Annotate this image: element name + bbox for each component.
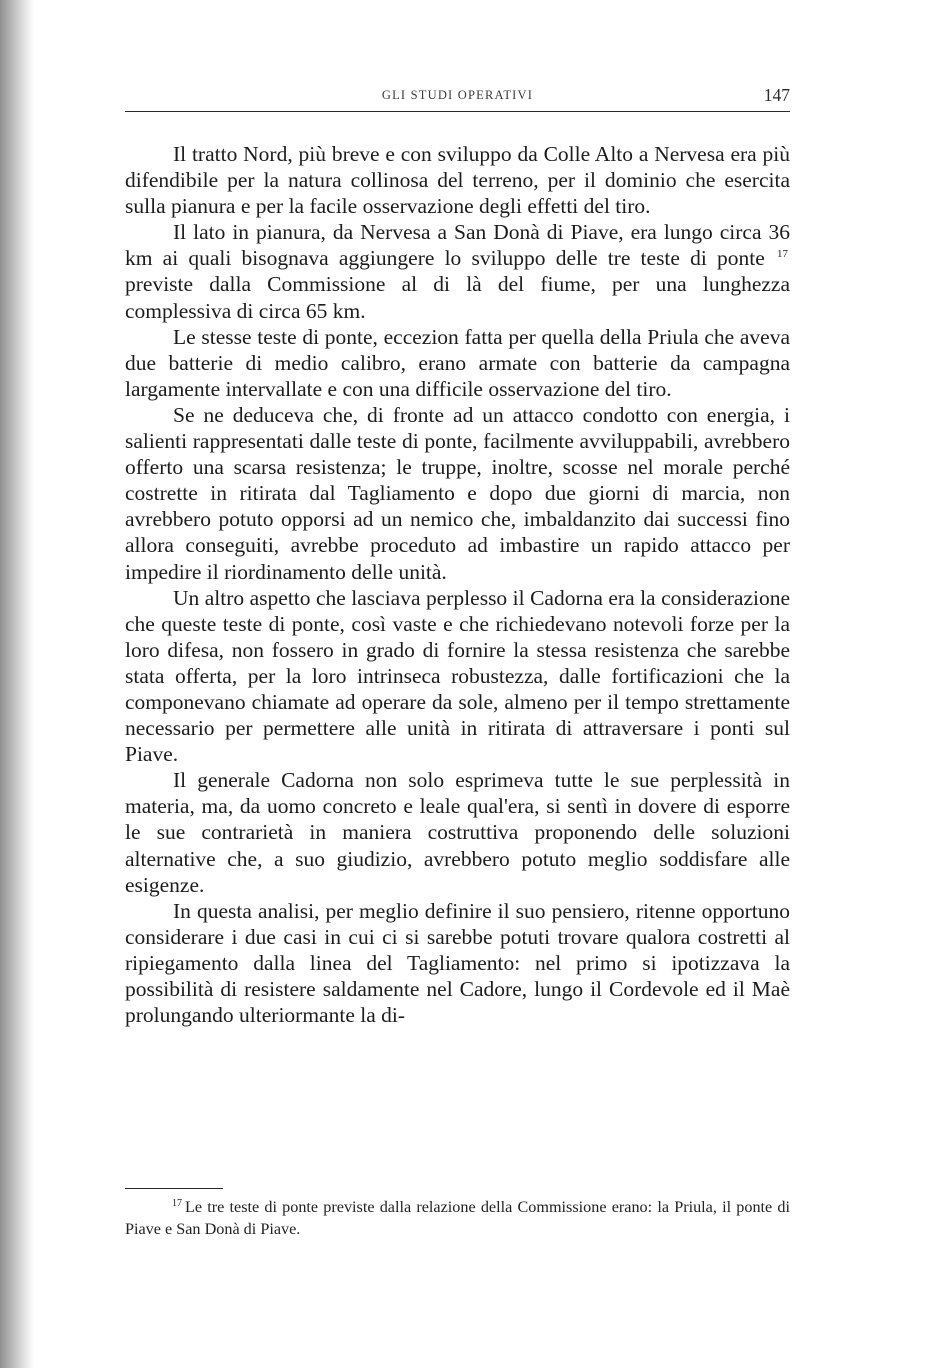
paragraph: Il tratto Nord, più breve e con sviluppo da Colle Alto a Nervesa era più difendibile per la natura collinosa del terreno, per il dominio che esercita sulla pianura e per la facile osservazione degli effetti del tiro. [125, 142, 790, 219]
footnote-rule [125, 1188, 223, 1189]
running-title: GLI STUDI OPERATIVI [381, 88, 534, 102]
body-text [125, 141, 790, 1028]
paragraph-text: previste dalla Commissione al di là del fiume, per una lunghezza complessiva di circa 65 km. [125, 272, 790, 323]
paragraph: Un altro aspetto che lasciava perplesso il Cadorna era la considerazione che queste teste di ponte, così vaste e che richiedevano notevoli forze per la loro difesa, non fossero in grado di fornire la stessa resistenza che sarebbe stata offerta, per la loro intrinseca robustezza, dalle fortificazioni che la componevano chiamate ad operare da sole, almeno per il tempo strettamente necessario per permettere alle unità in ritirata di attraversare i ponti sul Piave. [125, 585, 790, 767]
paragraph: Se ne deduceva che, di fronte ad un attacco condotto con energia, i salienti rappresentati dalle teste di ponte, facilmente avviluppabili, avrebbero offerto una scarsa resistenza; le truppe, inoltre, scosse nel morale perché costrette in ritirata dal Tagliamento e dopo due giorni di marcia, non avrebbero potuto opporsi ad un nemico che, imbaldanzito dai successi fino allora conseguiti, avrebbe proceduto ad imbastire un rapido attacco per impedire il riordinamento delle unità. [125, 402, 790, 584]
paragraph: Il generale Cadorna non solo esprimeva tutte le sue perplessità in materia, ma, da uomo concreto e leale qual'era, si sentì in dovere di esporre le sue contrarietà in maniera costruttiva proponendo delle soluzioni alternative che, a suo giudizio, avrebbero potuto meglio soddisfare alle esigenze. [125, 768, 790, 897]
footnote-reference[interactable]: 17 [777, 248, 788, 261]
page-number: 147 [763, 85, 790, 105]
paragraph [125, 219, 790, 323]
footnote [125, 1196, 790, 1240]
paragraph: Le stesse teste di ponte, eccezion fatta per quella della Priula che aveva due batterie di medio calibro, erano armate con batterie da campagna largamente intervallate e con una difficile osservazione del tiro. [125, 324, 790, 401]
page-binding-shadow [0, 0, 34, 1368]
paragraph: In questa analisi, per meglio definire il suo pensiero, ritenne opportuno considerare i due casi in cui ci si sarebbe potuti trovare qualora costretti al ripiegamento dalla linea del Tagliamento: nel primo si ipotizzava la possibilità di resistere saldamente nel Cadore, lungo il Cordevole ed il Maè prolungando ulteriormante la di- [125, 898, 790, 1028]
header-rule [125, 111, 790, 112]
footnote-number: 17 [172, 1198, 182, 1209]
paragraph-text: Il lato in pianura, da Nervesa a San Donà di Piave, era lungo circa 36 km ai quali bisognava aggiungere lo sviluppo delle tre teste di ponte [125, 220, 790, 271]
running-header [125, 86, 790, 108]
footnote-text: Le tre teste di ponte previste dalla relazione della Commissione erano: la Priula, il ponte di Piave e San Donà di Piave. [125, 1198, 790, 1238]
